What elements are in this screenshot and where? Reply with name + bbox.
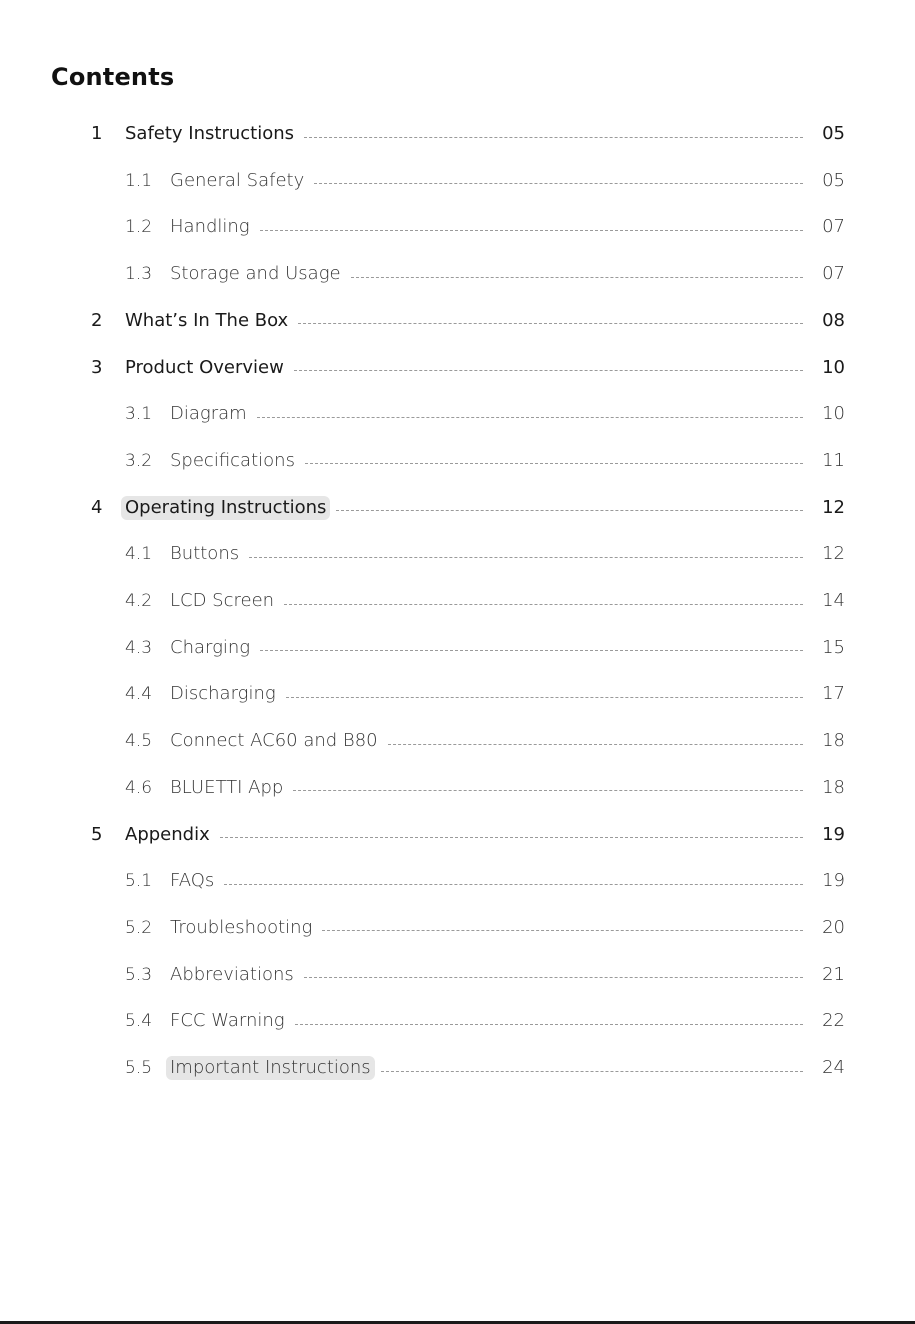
toc-entry-title-row: [170, 866, 811, 896]
toc-entry-page-number: 08: [822, 309, 845, 331]
toc-dotted-leader: [351, 277, 803, 278]
toc-entry-title[interactable]: Diagram: [170, 403, 247, 425]
toc-entry-page-number: 05: [822, 169, 845, 191]
toc-entry-page-number: 10: [822, 356, 845, 378]
toc-entry-page-number: 05: [822, 123, 845, 144]
toc-dotted-leader: [224, 884, 803, 885]
toc-entry-title[interactable]: Charging: [170, 636, 251, 658]
toc-entry-title-row: [170, 1006, 811, 1036]
toc-entry-title[interactable]: Specifications: [170, 449, 295, 471]
toc-entry-title-row: [125, 119, 811, 149]
toc-dotted-leader: [260, 230, 803, 231]
toc-entry[interactable]: [0, 353, 915, 383]
toc-entry[interactable]: [0, 586, 915, 616]
toc-entry[interactable]: [0, 399, 915, 429]
toc-entry-number: 5.3: [125, 964, 153, 985]
toc-entry-title-row: [170, 726, 811, 756]
toc-entry-title[interactable]: Storage and Usage: [170, 263, 341, 285]
toc-entry-page-number: 18: [822, 730, 845, 752]
toc-dotted-leader: [388, 744, 803, 745]
toc-entry-title-row: [170, 773, 811, 803]
toc-entry-page-number: 07: [822, 263, 845, 285]
toc-entry-title-row: [170, 913, 811, 943]
toc-entry-title-row: [170, 259, 811, 289]
toc-entry-title[interactable]: LCD Screen: [170, 590, 275, 611]
toc-entry[interactable]: [0, 212, 915, 242]
toc-dotted-leader: [220, 837, 803, 838]
toc-entry-number: 1.1: [125, 170, 153, 191]
toc-dotted-leader: [295, 1024, 803, 1025]
toc-entry-title-row: [170, 679, 811, 709]
toc-entry-title[interactable]: General Safety: [170, 169, 305, 191]
toc-entry-title[interactable]: Connect AC60 and B80: [170, 730, 378, 752]
toc-entry-title-row: [170, 212, 811, 242]
toc-entry-page-number: 14: [822, 590, 845, 611]
toc-entry-number: 5.2: [125, 917, 153, 938]
toc-entry-page-number: 07: [822, 216, 845, 238]
toc-entry-number: 4.2: [125, 591, 153, 611]
toc-entry-page-number: 15: [822, 636, 845, 658]
toc-dotted-leader: [298, 323, 803, 324]
toc-entry[interactable]: [0, 866, 915, 896]
toc-entry-title[interactable]: Product Overview: [125, 356, 284, 378]
toc-entry-title[interactable]: Discharging: [170, 683, 276, 705]
toc-entry-number: 1.2: [125, 217, 153, 238]
toc-entry[interactable]: [0, 493, 915, 523]
toc-entry-title-row: [170, 399, 811, 429]
toc-entry-page-number: 20: [822, 916, 845, 938]
toc-entry[interactable]: [0, 1053, 915, 1083]
toc-entry-number: 1.3: [125, 264, 153, 285]
toc-entry-title[interactable]: Buttons: [170, 543, 240, 565]
toc-entry-title[interactable]: Safety Instructions: [125, 123, 295, 144]
toc-entry[interactable]: [0, 539, 915, 569]
toc-entry-page-number: 19: [822, 823, 845, 845]
toc-entry[interactable]: [0, 960, 915, 990]
toc-dotted-leader: [257, 417, 803, 418]
toc-entry-number: 1: [91, 123, 103, 144]
toc-entry-page-number: 12: [822, 543, 845, 565]
toc-entry-title-row: [125, 306, 811, 336]
toc-entry-title[interactable]: Troubleshooting: [170, 916, 313, 938]
toc-entry-title[interactable]: Important Instructions: [166, 1056, 375, 1080]
toc-entry[interactable]: [0, 913, 915, 943]
toc-entry-number: 4.3: [125, 637, 153, 658]
toc-entry-page-number: 10: [822, 403, 845, 425]
toc-entry-title[interactable]: Appendix: [125, 823, 210, 845]
toc-dotted-leader: [304, 137, 803, 138]
toc-entry[interactable]: [0, 119, 915, 149]
toc-entry-number: 4: [91, 496, 103, 518]
toc-entry-number: 3: [91, 356, 103, 378]
toc-dotted-leader: [305, 463, 803, 464]
toc-dotted-leader: [249, 557, 803, 558]
toc-entry-number: 4.6: [125, 777, 153, 798]
toc-entry-number: 2: [91, 309, 103, 331]
toc-entry-title-row: [170, 1053, 811, 1083]
toc-entry[interactable]: [0, 1006, 915, 1036]
toc-entry[interactable]: [0, 679, 915, 709]
toc-entry[interactable]: [0, 773, 915, 803]
toc-entry-title-row: [125, 353, 811, 383]
toc-dotted-leader: [314, 183, 803, 184]
toc-dotted-leader: [322, 930, 803, 931]
toc-entry-number: 5: [91, 823, 103, 845]
toc-entry-title[interactable]: Abbreviations: [170, 963, 294, 985]
toc-entry-page-number: 17: [822, 683, 845, 705]
toc-dotted-leader: [294, 370, 803, 371]
toc-entry-title[interactable]: Handling: [170, 216, 250, 238]
toc-entry-title[interactable]: Operating Instructions: [121, 496, 330, 520]
toc-entry-number: 3.1: [125, 404, 153, 425]
toc-dotted-leader: [286, 697, 803, 698]
toc-entry-number: 5.4: [125, 1011, 153, 1032]
toc-entry-number: 4.5: [125, 731, 153, 752]
toc-entry-title-row: [170, 633, 811, 663]
toc-entry-number: 5.1: [125, 871, 153, 892]
toc-dotted-leader: [284, 604, 803, 605]
toc-entry-number: 3.2: [125, 450, 153, 471]
toc-entry-title-row: [125, 493, 811, 523]
toc-entry-title[interactable]: FAQs: [170, 870, 215, 892]
toc-entry-title-row: [170, 586, 811, 616]
toc-dotted-leader: [304, 977, 803, 978]
toc-dotted-leader: [381, 1071, 803, 1072]
toc-entry-title-row: [170, 960, 811, 990]
toc-entry[interactable]: [0, 633, 915, 663]
toc-entry-number: 4.1: [125, 544, 153, 565]
toc-entry[interactable]: [0, 446, 915, 476]
toc-entry-title[interactable]: BLUETTI App: [170, 776, 284, 798]
toc-entry-page-number: 18: [822, 776, 845, 798]
toc-entry[interactable]: [0, 306, 915, 336]
toc-dotted-leader: [260, 650, 803, 651]
toc-entry-page-number: 22: [822, 1010, 845, 1032]
toc-entry-number: 4.4: [125, 684, 153, 705]
toc-entry-title-row: [170, 446, 811, 476]
toc-entry[interactable]: [0, 820, 915, 850]
toc-entry-number: 5.5: [125, 1058, 153, 1078]
toc-entry-title-row: [170, 539, 811, 569]
toc-entry[interactable]: [0, 259, 915, 289]
toc-entry-title[interactable]: What’s In The Box: [125, 309, 289, 331]
toc-entry-title[interactable]: FCC Warning: [170, 1010, 285, 1032]
page-title: Contents: [51, 63, 175, 91]
toc-entry-title-row: [170, 166, 811, 196]
toc-entry-page-number: 21: [822, 963, 845, 985]
toc-dotted-leader: [336, 510, 803, 511]
toc-entry-page-number: 12: [822, 496, 845, 518]
toc-entry-page-number: 24: [822, 1057, 845, 1078]
toc-dotted-leader: [293, 790, 803, 791]
toc-entry-page-number: 19: [822, 870, 845, 892]
toc-entry[interactable]: [0, 166, 915, 196]
toc-entry[interactable]: [0, 726, 915, 756]
toc-entry-title-row: [125, 820, 811, 850]
toc-entry-page-number: 11: [822, 449, 845, 471]
